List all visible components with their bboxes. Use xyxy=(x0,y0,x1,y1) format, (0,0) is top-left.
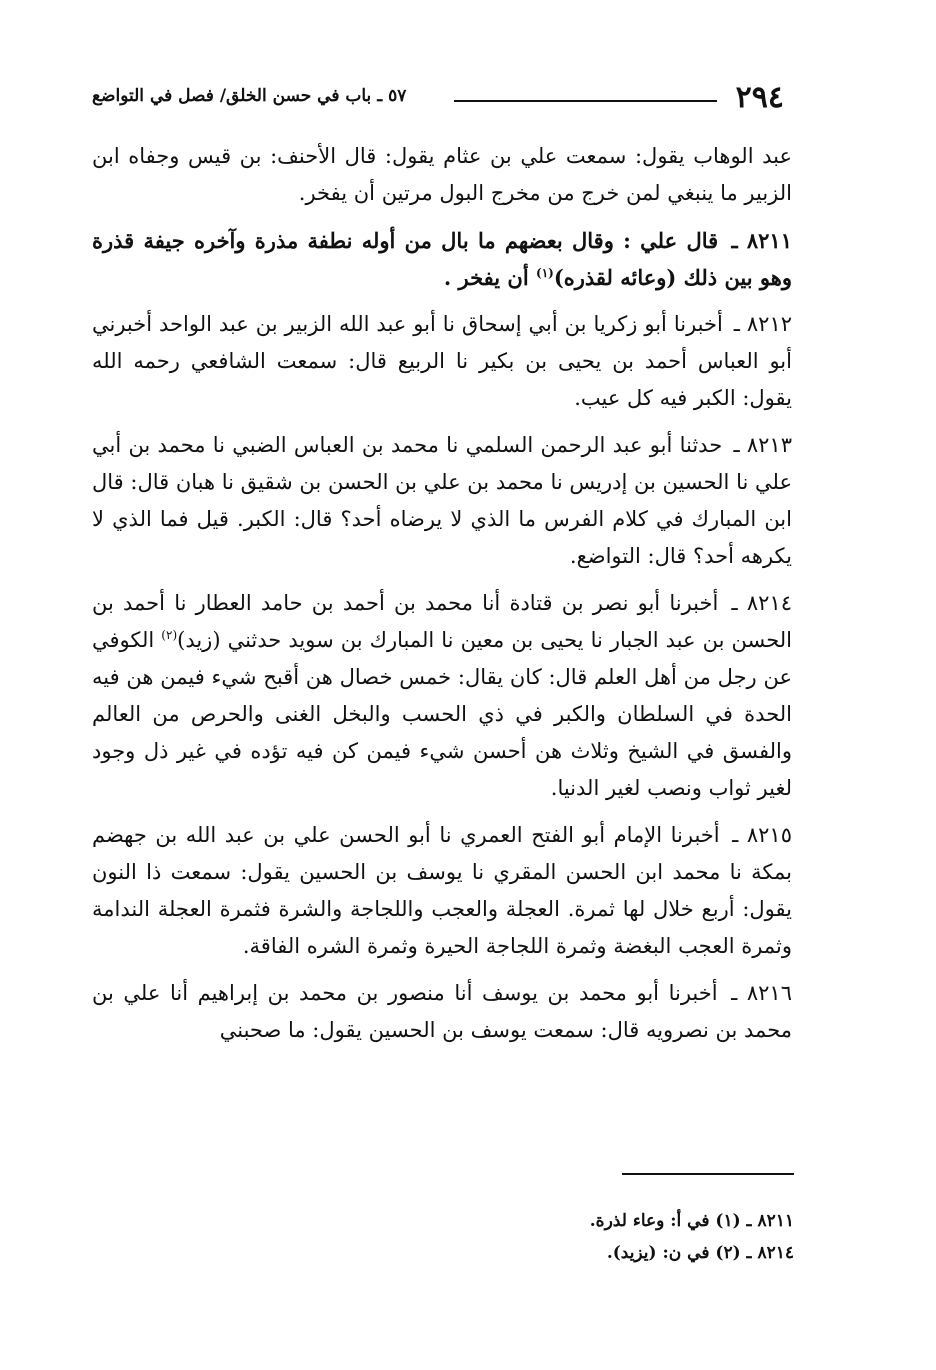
paragraph-tail: أن يفخر . xyxy=(443,265,536,290)
footnote-1: ٨٢١١ ـ (١) في أ: وعاء لذرة. xyxy=(589,1211,794,1231)
paragraph-text: أخبرنا الإمام أبو الفتح العمري نا أبو الحسن علي بن عبد الله بن جهضم بمكة نا محمد ابن الحسن المقري نا يوسف بن الحسين يقول: سمعت ذا النون يقول: أربع خلال لها ثمرة. العجلة والعجب واللجاجة والشرة فثمرة العجلة الندامة وثمرة العجب البغضة وثمرة اللجاجة الحيرة وثمرة الشره الفاقة. xyxy=(92,823,792,958)
footnotes xyxy=(144,1205,794,1269)
hadith-number: ٨٢١١ ـ xyxy=(731,228,792,253)
footnote-separator xyxy=(622,1173,794,1175)
hadith-number: ٨٢١٣ ـ xyxy=(733,433,792,457)
paragraph-text: أخبرنا أبو زكريا بن أبي إسحاق نا أبو عبد الله الزبير بن عبد الواحد أخبرني أبو العباس أحمد بن يحيى بن بكير نا الربيع قال: سمعت الشافعي رحمه الله يقول: الكبر فيه كل عيب. xyxy=(92,312,792,410)
page-number: ٢٩٤ xyxy=(735,80,784,115)
paragraph-text: أخبرنا أبو نصر بن قتادة أنا محمد بن أحمد بن حامد العطار نا أحمد بن الحسن بن عبد الجبار نا يحيى بن معين نا المبارك بن سويد حدثني (زيد) xyxy=(92,591,792,652)
paragraph-continuation xyxy=(92,138,792,212)
paragraph-8214 xyxy=(92,585,792,807)
paragraph-8211 xyxy=(92,222,792,296)
hadith-number: ٨٢١٥ ـ xyxy=(732,823,792,847)
paragraph-text: حدثنا أبو عبد الرحمن السلمي نا محمد بن العباس الضبي نا محمد بن أبي علي نا الحسين بن إدريس نا محمد بن علي بن الحسن بن شقيق نا هبان قال: قال ابن المبارك في كلام الفرس ما الذي لا يرضاه أحد؟ قال: الكبر. قيل فما الذي لا يكرهه أحد؟ قال: التواضع. xyxy=(92,433,792,568)
hadith-number: ٨٢١٢ ـ xyxy=(733,312,793,336)
footnote-marker: (١) xyxy=(536,266,554,280)
paragraph-8216 xyxy=(92,975,792,1049)
body-text xyxy=(92,138,792,1049)
footnote-2: ٨٢١٤ ـ (٢) في ن: (يزيد). xyxy=(606,1243,794,1263)
paragraph-8213 xyxy=(92,427,792,575)
header-rule xyxy=(454,100,717,102)
paragraph-tail: الكوفي عن رجل من أهل العلم قال: كان يقال: خمس خصال هن أقبح شيء فيمن هن فيه الحدة في السلطان والكبر في ذي الحسب والبخل الغنى والحرص من العالم والفسق في الشيخ وثلاث هن أحسن شيء فيمن كن فيه تؤده في غير ذل وجود لغير ثواب ونصب لغير الدنيا. xyxy=(92,628,792,800)
paragraph-text: عبد الوهاب يقول: سمعت علي بن عثام يقول: قال الأحنف: بن قيس وجفاه ابن الزبير ما ينبغي لمن خرج من مخرج البول مرتين أن يفخر. xyxy=(92,144,792,205)
paragraph-8212 xyxy=(92,306,792,417)
chapter-title: ٥٧ ـ باب في حسن الخلق/ فصل في التواضع xyxy=(92,86,407,106)
hadith-number: ٨٢١٤ ـ xyxy=(731,591,793,615)
paragraph-text: أخبرنا أبو محمد بن يوسف أنا منصور بن محمد بن إبراهيم أنا علي بن محمد بن نصرويه قال: سمعت يوسف بن الحسين يقول: ما صحبني xyxy=(92,981,792,1042)
footnote-marker: (٢) xyxy=(161,628,178,642)
running-header xyxy=(92,80,792,120)
hadith-number: ٨٢١٦ ـ xyxy=(731,981,792,1005)
paragraph-text: قال علي : وقال بعضهم ما بال من أوله نطفة مذرة وآخره جيفة قذرة وهو بين ذلك (وعائه لقذره) xyxy=(92,228,792,290)
paragraph-8215 xyxy=(92,817,792,965)
